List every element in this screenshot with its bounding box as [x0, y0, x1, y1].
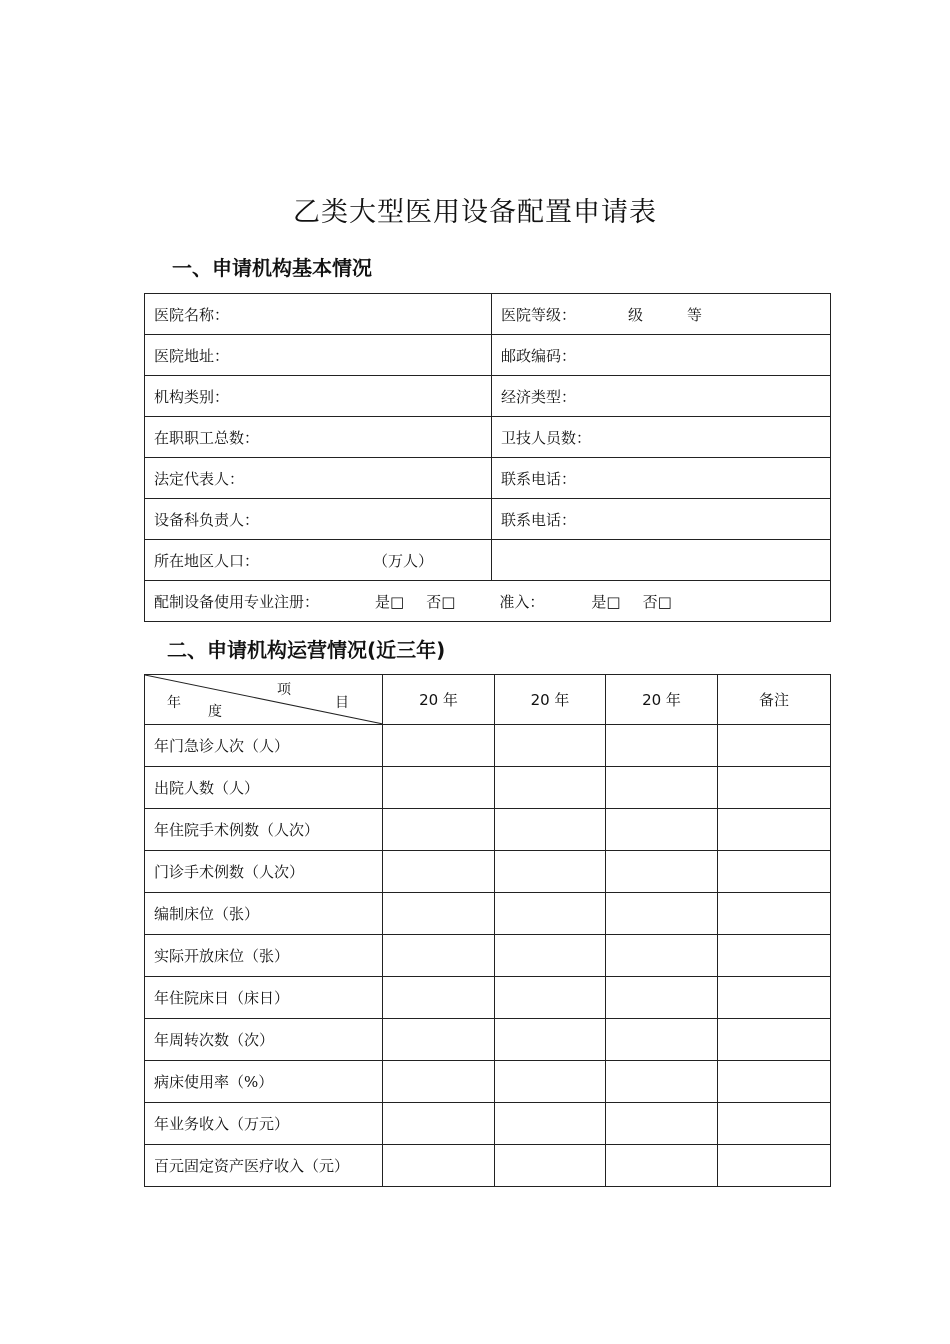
- economic-type-cell[interactable]: 经济类型：: [492, 376, 831, 417]
- note-cell[interactable]: [718, 809, 831, 851]
- year-value-cell[interactable]: [383, 1103, 495, 1145]
- table-row: [145, 540, 831, 581]
- year1-header: 20 年: [383, 675, 495, 725]
- year-value-cell[interactable]: [383, 1061, 495, 1103]
- operations-table: [144, 674, 831, 1187]
- table-row: [145, 458, 831, 499]
- postal-code-cell[interactable]: 邮政编码：: [492, 335, 831, 376]
- year-value-cell[interactable]: [606, 1145, 718, 1187]
- year-value-cell[interactable]: [383, 809, 495, 851]
- table-row: [145, 499, 831, 540]
- year-value-cell[interactable]: [495, 767, 606, 809]
- form-title: 乙类大型医用设备配置申请表: [293, 197, 657, 228]
- year-value-cell[interactable]: [383, 851, 495, 893]
- year-value-cell[interactable]: [383, 977, 495, 1019]
- table-row: [145, 376, 831, 417]
- hospital-address-cell[interactable]: 医院地址：: [145, 335, 492, 376]
- year-value-cell[interactable]: [606, 935, 718, 977]
- year-value-cell[interactable]: [495, 1019, 606, 1061]
- year-value-cell[interactable]: [606, 767, 718, 809]
- table-row: [145, 1061, 831, 1103]
- table-row: [145, 1019, 831, 1061]
- section2-heading: 二、申请机构运营情况(近三年): [167, 638, 446, 662]
- row-label: 病床使用率（%）: [145, 1061, 383, 1103]
- note-cell[interactable]: [718, 893, 831, 935]
- total-staff-cell[interactable]: 在职职工总数：: [145, 417, 492, 458]
- access-yes-checkbox[interactable]: 是□: [591, 592, 621, 611]
- year-value-cell[interactable]: [495, 893, 606, 935]
- year-value-cell[interactable]: [495, 809, 606, 851]
- table-row: [145, 417, 831, 458]
- note-cell[interactable]: [718, 935, 831, 977]
- legal-rep-cell[interactable]: 法定代表人：: [145, 458, 492, 499]
- note-cell[interactable]: [718, 1145, 831, 1187]
- note-cell[interactable]: [718, 1061, 831, 1103]
- table-row: [145, 294, 831, 335]
- diag-item-char: 项: [277, 682, 291, 698]
- year-value-cell[interactable]: [606, 893, 718, 935]
- year-value-cell[interactable]: [495, 851, 606, 893]
- year-value-cell[interactable]: [383, 1019, 495, 1061]
- legal-rep-phone-cell[interactable]: 联系电话：: [492, 458, 831, 499]
- hospital-name-cell[interactable]: 医院名称：: [145, 294, 492, 335]
- table-row: [145, 581, 831, 622]
- equipment-head-phone-cell[interactable]: 联系电话：: [492, 499, 831, 540]
- row-label: 年住院床日（床日）: [145, 977, 383, 1019]
- table-row: [145, 725, 831, 767]
- note-cell[interactable]: [718, 851, 831, 893]
- section1-heading: 一、申请机构基本情况: [172, 256, 372, 280]
- row-label: 门诊手术例数（人次）: [145, 851, 383, 893]
- basic-info-table: [144, 293, 831, 622]
- table-row: [145, 767, 831, 809]
- year-value-cell[interactable]: [383, 725, 495, 767]
- year-value-cell[interactable]: [383, 893, 495, 935]
- diag-item-char2: 目: [335, 695, 349, 711]
- year-value-cell[interactable]: [606, 1061, 718, 1103]
- year-value-cell[interactable]: [495, 977, 606, 1019]
- table-row: [145, 335, 831, 376]
- table-row: [145, 1103, 831, 1145]
- row-label: 年门急诊人次（人）: [145, 725, 383, 767]
- access-no-checkbox[interactable]: 否□: [642, 592, 672, 611]
- registration-no-checkbox[interactable]: 否□: [426, 592, 456, 611]
- year-value-cell[interactable]: [383, 1145, 495, 1187]
- table-row: [145, 935, 831, 977]
- table-header-row: [145, 675, 831, 725]
- note-cell[interactable]: [718, 977, 831, 1019]
- row-label: 百元固定资产医疗收入（元）: [145, 1145, 383, 1187]
- equipment-head-cell[interactable]: 设备科负责人：: [145, 499, 492, 540]
- year-value-cell[interactable]: [606, 809, 718, 851]
- diag-year-char2: 度: [208, 704, 222, 720]
- specialty-registration-cell: 配制设备使用专业注册： 是□ 否□ 准入： 是□ 否□: [145, 581, 831, 622]
- year-value-cell[interactable]: [383, 767, 495, 809]
- row-label: 年周转次数（次）: [145, 1019, 383, 1061]
- table-row: [145, 851, 831, 893]
- year-value-cell[interactable]: [495, 1145, 606, 1187]
- population-unit: （万人）: [373, 551, 434, 570]
- row-label: 编制床位（张）: [145, 893, 383, 935]
- hospital-grade-cell[interactable]: 医院等级： 级 等: [492, 294, 831, 335]
- note-cell[interactable]: [718, 767, 831, 809]
- year-value-cell[interactable]: [606, 851, 718, 893]
- access-label: 准入：: [499, 592, 545, 611]
- table-row: [145, 893, 831, 935]
- year3-header: 20 年: [606, 675, 718, 725]
- year-value-cell[interactable]: [606, 1103, 718, 1145]
- row-label: 年住院手术例数（人次）: [145, 809, 383, 851]
- year-value-cell[interactable]: [606, 977, 718, 1019]
- year-value-cell[interactable]: [606, 1019, 718, 1061]
- note-cell[interactable]: [718, 725, 831, 767]
- empty-cell[interactable]: [492, 540, 831, 581]
- table-row: [145, 977, 831, 1019]
- note-cell[interactable]: [718, 1019, 831, 1061]
- row-label: 年业务收入（万元）: [145, 1103, 383, 1145]
- institution-type-cell[interactable]: 机构类别：: [145, 376, 492, 417]
- year-value-cell[interactable]: [495, 1103, 606, 1145]
- grade-class-label: 等: [687, 305, 703, 324]
- health-tech-staff-cell[interactable]: 卫技人员数：: [492, 417, 831, 458]
- row-label: 出院人数（人）: [145, 767, 383, 809]
- year-value-cell[interactable]: [606, 725, 718, 767]
- table-row: [145, 809, 831, 851]
- year-value-cell[interactable]: [495, 935, 606, 977]
- year-value-cell[interactable]: [383, 935, 495, 977]
- note-cell[interactable]: [718, 1103, 831, 1145]
- year-value-cell[interactable]: [495, 725, 606, 767]
- diag-year-char: 年: [167, 695, 181, 711]
- note-header: 备注: [718, 675, 831, 725]
- table-row: [145, 1145, 831, 1187]
- population-cell[interactable]: 所在地区人口： （万人）: [145, 540, 492, 581]
- row-label: 实际开放床位（张）: [145, 935, 383, 977]
- diagonal-header-cell: [145, 675, 383, 725]
- year-value-cell[interactable]: [495, 1061, 606, 1103]
- year2-header: 20 年: [495, 675, 606, 725]
- grade-level-label: 级: [628, 305, 644, 324]
- registration-yes-checkbox[interactable]: 是□: [375, 592, 405, 611]
